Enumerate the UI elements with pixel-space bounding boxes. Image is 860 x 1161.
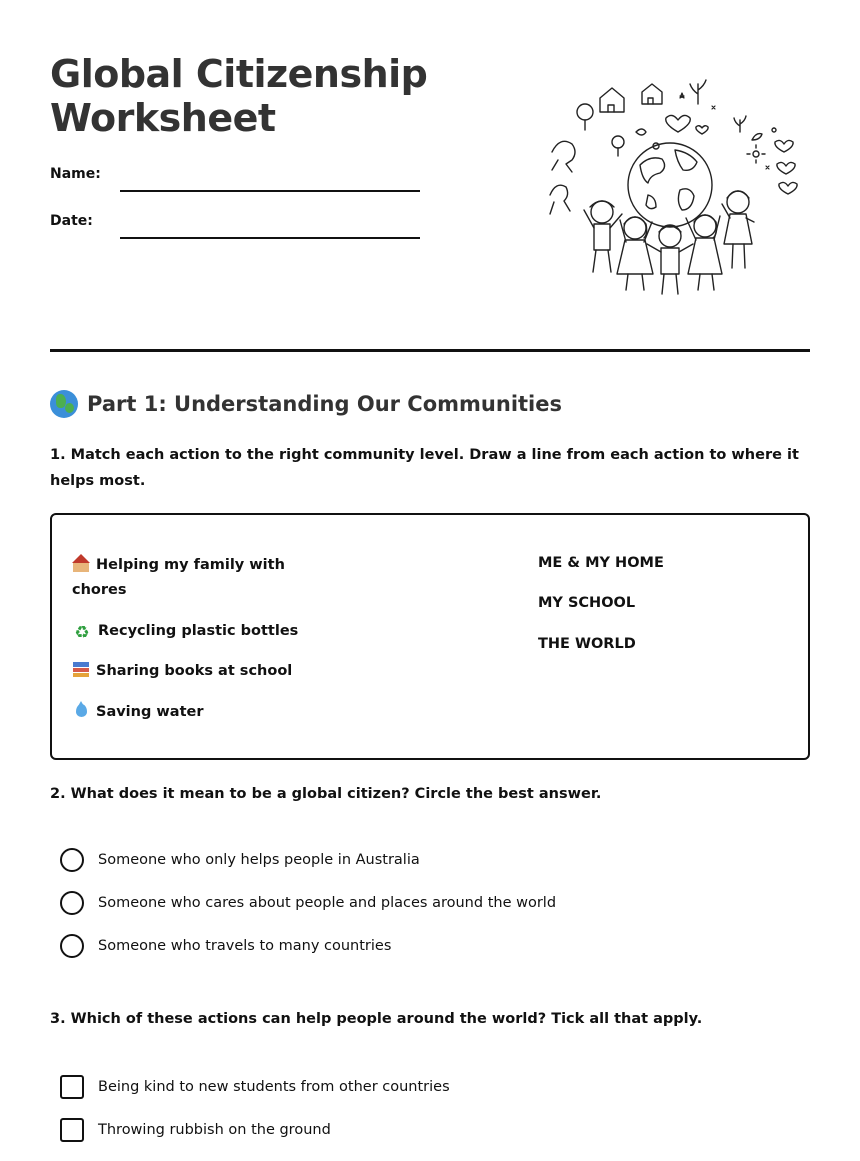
name-field-row [50, 166, 420, 182]
level-home[interactable]: ME & MY HOME [538, 555, 664, 571]
plant-doodles [636, 80, 762, 140]
radio-circle[interactable] [60, 891, 84, 915]
title-line-2: Worksheet [50, 96, 276, 140]
child-3 [647, 225, 693, 294]
action-item-3[interactable] [72, 659, 302, 684]
date-field-row [50, 213, 420, 229]
child-5 [722, 191, 754, 268]
q2-option-1-label: Someone who only helps people in Australia [98, 852, 420, 868]
q2-option-1[interactable] [60, 848, 420, 872]
checkbox[interactable] [60, 1118, 84, 1142]
action-item-1[interactable] [72, 553, 302, 603]
recycle-icon: ♻ [74, 623, 90, 643]
q3-option-1[interactable] [60, 1075, 450, 1099]
question-2-prompt: 2. What does it mean to be a global citizen? Circle the best answer. [50, 786, 602, 802]
q2-option-3[interactable] [60, 934, 391, 958]
heart-doodles [666, 115, 797, 194]
matching-box [50, 513, 810, 760]
q2-option-2-label: Someone who cares about people and places around the world [98, 895, 557, 911]
question-1-prompt: 1. Match each action to the right community level. Draw a line from each action to where it helps most. [50, 447, 799, 489]
child-1 [584, 201, 622, 272]
date-label: Date: [50, 213, 93, 229]
action-item-4[interactable] [72, 700, 302, 725]
children-around-globe-illustration [540, 70, 800, 305]
level-world[interactable]: THE WORLD [538, 636, 636, 652]
part1-heading [50, 390, 562, 418]
water-drop-icon [72, 701, 90, 719]
globe-icon [50, 390, 78, 418]
title-line-1: Global Citizenship [50, 52, 428, 96]
small-house-doodle [642, 84, 662, 104]
q2-option-3-label: Someone who travels to many countries [98, 938, 392, 954]
section-divider [50, 349, 810, 352]
q2-option-2[interactable] [60, 891, 556, 915]
action-label-2: Recycling plastic bottles [98, 623, 299, 639]
checkbox[interactable] [60, 1075, 84, 1099]
action-item-2[interactable] [72, 619, 302, 644]
q3-option-1-label: Being kind to new students from other countries [98, 1079, 450, 1095]
question-3-prompt: 3. Which of these actions can help people around the world? Tick all that apply. [50, 1011, 703, 1027]
books-icon [72, 660, 90, 678]
action-label-3: Sharing books at school [96, 663, 293, 679]
q3-option-2[interactable] [60, 1118, 331, 1142]
name-line[interactable] [120, 170, 420, 192]
action-label-1: Helping my family with chores [72, 557, 285, 598]
name-label: Name: [50, 166, 101, 182]
date-line[interactable] [120, 217, 420, 239]
level-school[interactable]: MY SCHOOL [538, 595, 636, 611]
house-doodle [600, 88, 624, 112]
child-4 [686, 215, 722, 290]
part1-title: Part 1: Understanding Our Communities [87, 392, 562, 416]
house-icon [72, 554, 90, 572]
radio-circle[interactable] [60, 848, 84, 872]
kangaroo-doodle [550, 141, 575, 214]
q3-option-2-label: Throwing rubbish on the ground [98, 1122, 331, 1138]
action-label-4: Saving water [96, 704, 204, 720]
radio-circle[interactable] [60, 934, 84, 958]
child-2 [617, 217, 653, 290]
worksheet-title [50, 52, 427, 140]
